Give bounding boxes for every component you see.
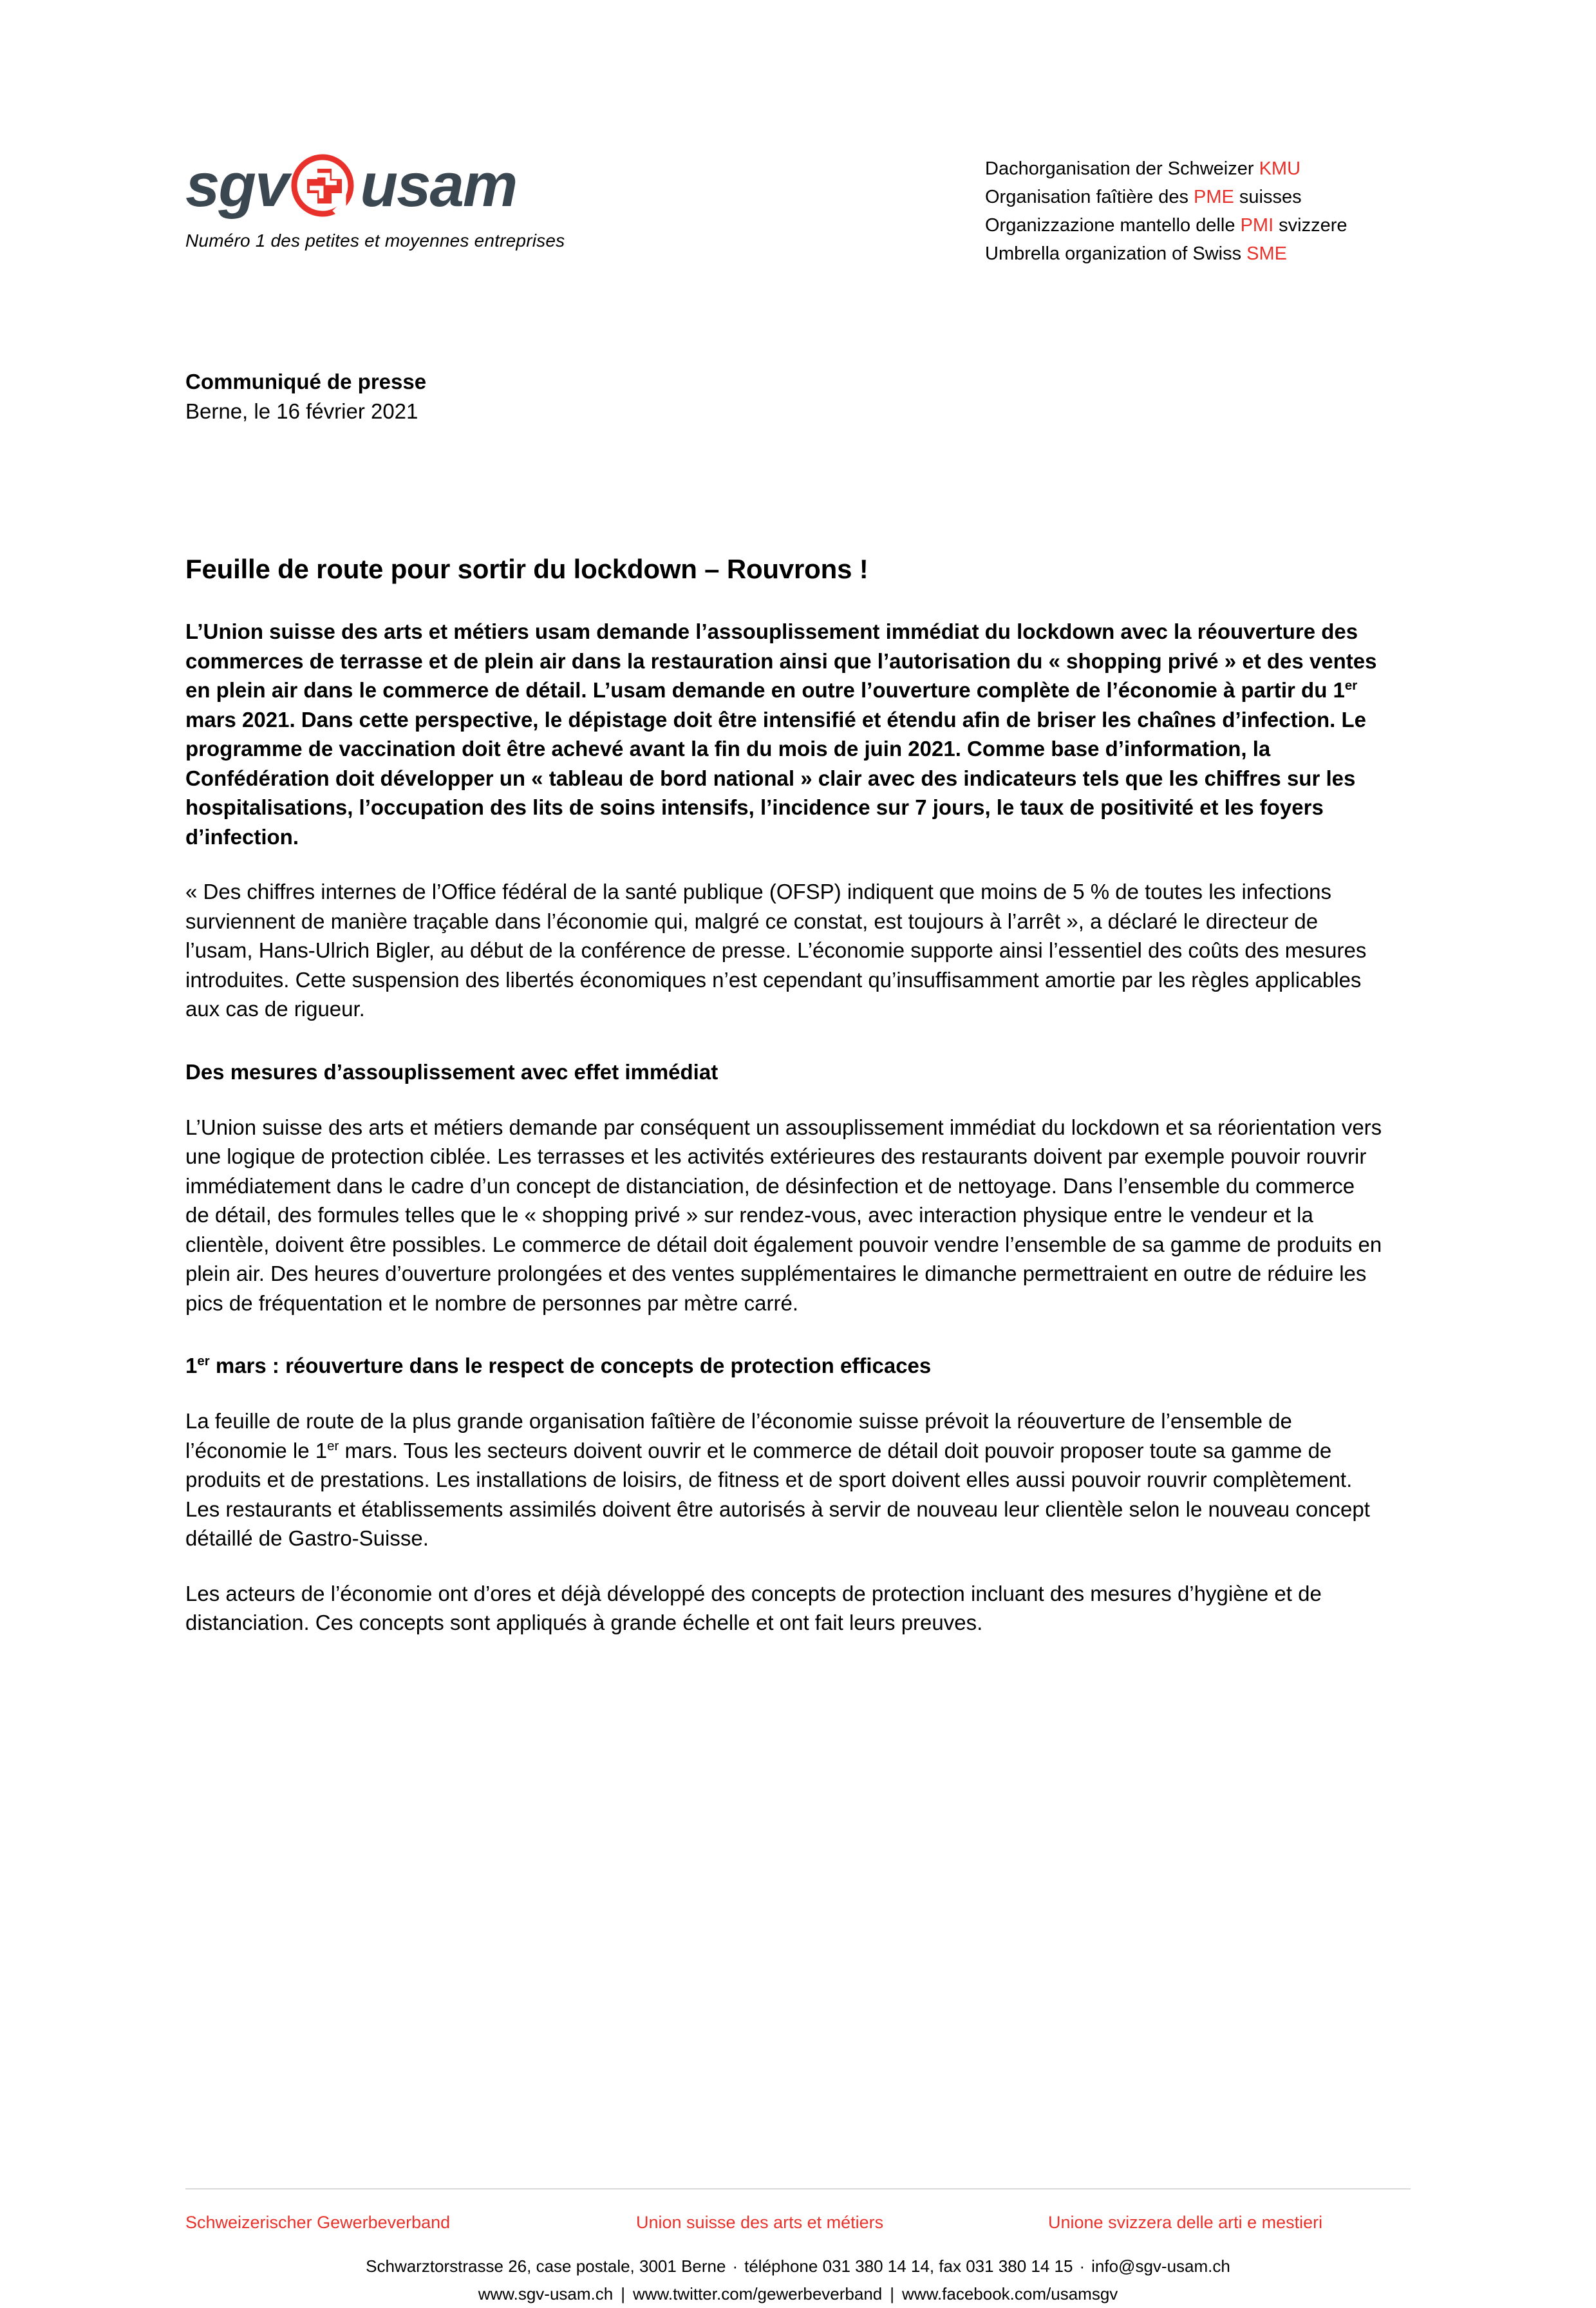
org-accent-kmu: KMU [1259, 158, 1301, 179]
footer-org-fr: Union suisse des arts et métiers [636, 2213, 884, 2232]
footer-org-it: Unione svizzera delle arti e mestieri [1048, 2213, 1323, 2232]
footer-separator-pipe: | [890, 2284, 895, 2303]
section-heading-immediate-measures: Des mesures d’assouplissement avec effet immédiat [185, 1059, 718, 1084]
org-accent-pme: PME [1194, 187, 1234, 207]
lead-paragraph: L’Union suisse des arts et métiers usam demande l’assouplissement immédiat du lockdown avec la réouverture des commerces de terrasse et de plein air dans la restauration ainsi que l’autorisation du « shopping privé » et des ventes en plein air dans le commerce de détail. L’usam demande en outre l’ouverture complète de l’économie à partir du 1er mars 2021. Dans cette perspective, le dépistage doit être intensifié et étendu afin de briser les chaînes d’infection. Le programme de vaccination doit être achevé avant la fin du mois de juin 2021. Comme base d’information, la Confédération doit développer un « tableau de bord national » clair avec des indicateurs tels que les chiffres sur les hospitalisations, l’occupation des lits de soins intensifs, l’incidence sur 7 jours, le taux de positivité et les foyers d’infection. [185, 620, 1377, 849]
footer-phone: téléphone 031 380 14 14, fax 031 380 14 15 [744, 2256, 1073, 2276]
logo-wordmark [185, 149, 597, 222]
footer-twitter-link[interactable]: www.twitter.com/gewerbeverband [632, 2284, 883, 2303]
logo-text-usam: usam [360, 151, 517, 220]
section-heading-march-first: 1er mars : réouverture dans le respect de concepts de protection efficaces [185, 1354, 932, 1377]
document-header [0, 149, 1596, 278]
footer-contact-line-2 [0, 2280, 1596, 2308]
swiss-cross-circle-logo-icon [289, 152, 356, 219]
ordinal-suffix-er: er [197, 1354, 210, 1368]
footer-contact-line-1 [0, 2253, 1596, 2280]
footer-separator-dot: · [1079, 2256, 1085, 2276]
org-accent-pmi: PMI [1240, 215, 1274, 236]
footer-separator-dot: · [732, 2256, 738, 2276]
footer-website-link[interactable]: www.sgv-usam.ch [478, 2284, 614, 2303]
org-line-de: Dachorganisation der Schweizer KMU [985, 158, 1301, 179]
footer-email-link[interactable]: info@sgv-usam.ch [1091, 2256, 1230, 2276]
sgv-usam-logo [185, 149, 597, 251]
footer-address: Schwarztorstrasse 26, case postale, 3001 Berne [366, 2256, 726, 2276]
footer-organisation-names [185, 2210, 1411, 2235]
org-line-en: Umbrella organization of Swiss SME [985, 243, 1288, 264]
org-line-fr: Organisation faîtière des PME suisses [985, 187, 1302, 207]
section-paragraph-march-first: La feuille de route de la plus grande organisation faîtière de l’économie suisse prévoit la réouverture de l’ensemble de l’économie le 1er mars. Tous les secteurs doivent ouvrir et le commerce de détail doit pouvoir proposer toute sa gamme de produits et de prestations. Les installations de loisirs, de fitness et de sport doivent elles aussi pouvoir rouvrir complètement. Les restaurants et établissements assimilés doivent être autorisés à servir de nouveau leur clientèle selon le nouveau concept détaillé de Gastro-Suisse. [185, 1409, 1370, 1550]
logo-tagline: Numéro 1 des petites et moyennes entreprises [185, 231, 565, 251]
footer-divider [185, 2188, 1411, 2190]
logo-text-sgv: sgv [185, 151, 288, 220]
page-title: Feuille de route pour sortir du lockdown – Rouvrons ! [185, 554, 868, 584]
organisation-languages-list [985, 155, 1347, 268]
footer-facebook-link[interactable]: www.facebook.com/usamsgv [902, 2284, 1118, 2303]
ordinal-suffix-er: er [327, 1438, 339, 1453]
closing-paragraph: Les acteurs de l’économie ont d’ores et déjà développé des concepts de protection incluant des mesures d’hygiène et de distanciation. Ces concepts sont appliqués à grande échelle et ont fait leurs preuves. [185, 1581, 1322, 1634]
quote-paragraph: « Des chiffres internes de l’Office fédéral de la santé publique (OFSP) indiquent que moins de 5 % de toutes les infections surviennent de manière traçable dans l’économie qui, malgré ce constat, est toujours à l’arrêt », a déclaré le directeur de l’usam, Hans-Ulrich Bigler, au début de la conférence de presse. L’économie supporte ainsi l’essentiel des coûts des mesures introduites. Cette suspension des libertés économiques n’est cependant qu’insuffisamment amortie par les règles applicables aux cas de rigueur. [185, 880, 1367, 1021]
footer-contact-block [0, 2253, 1596, 2308]
ordinal-suffix-er: er [1344, 678, 1358, 693]
org-line-it: Organizzazione mantello delle PMI svizzere [985, 215, 1347, 236]
document-dateline: Berne, le 16 février 2021 [185, 399, 418, 423]
section-paragraph-immediate-measures: L’Union suisse des arts et métiers demande par conséquent un assouplissement immédiat du lockdown et sa réorientation vers une logique de protection ciblée. Les terrasses et les activités extérieures des restaurants doivent par exemple pouvoir rouvrir immédiatement dans le cadre d’un concept de distanciation, de désinfection et de nettoyage. Dans l’ensemble du commerce de détail, des formules telles que le « shopping privé » sur rendez-vous, avec interaction physique entre le vendeur et la clientèle, doivent être possibles. Le commerce de détail doit également pouvoir vendre l’ensemble de sa gamme de produits en plein air. Des heures d’ouverture prolongées et des ventes supplémentaires le dimanche permettraient en outre de réduire les pics de fréquentation et le nombre de personnes par mètre carré. [185, 1115, 1382, 1315]
document-body [185, 367, 1383, 1638]
org-accent-sme: SME [1246, 243, 1288, 264]
document-kicker: Communiqué de presse [185, 370, 427, 393]
footer-separator-pipe: | [621, 2284, 625, 2303]
footer-org-de: Schweizerischer Gewerbeverband [185, 2213, 451, 2232]
